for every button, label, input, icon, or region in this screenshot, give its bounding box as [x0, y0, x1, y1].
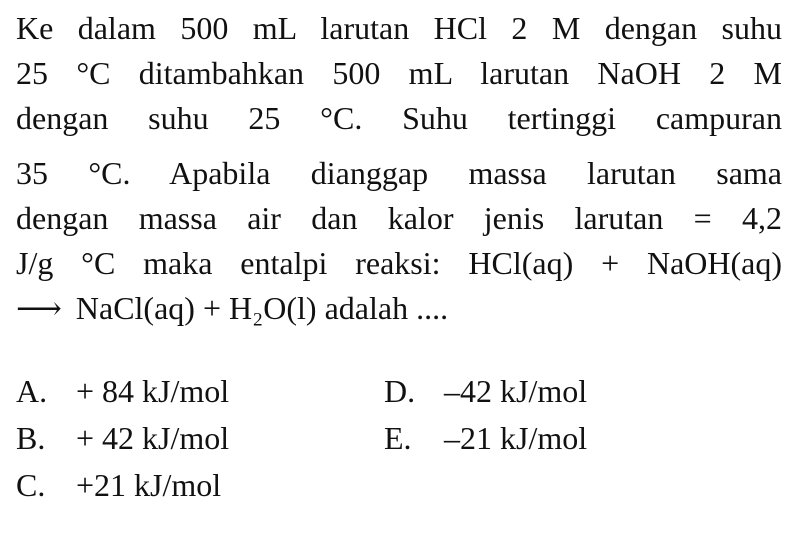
option-a[interactable] [16, 368, 229, 415]
question-text [16, 6, 782, 331]
option-text: + 42 kJ/mol [76, 420, 230, 456]
option-text: –21 kJ/mol [444, 420, 588, 456]
question-line-2: 25 °C ditambahkan 500 mL larutan NaOH 2 M [16, 55, 782, 91]
option-text: +21 kJ/mol [76, 467, 222, 503]
option-e[interactable] [384, 415, 587, 462]
option-letter: C. [16, 467, 46, 503]
option-letter: A. [16, 373, 48, 409]
options-row-3 [16, 462, 782, 509]
question-line-7-text: NaCl(aq) + H₂O(l) adalah .... [75, 290, 449, 326]
options-row-1 [16, 368, 782, 415]
option-letter: E. [384, 420, 412, 456]
option-letter: D. [384, 373, 416, 409]
option-d[interactable] [384, 368, 587, 415]
question-line-5: dengan massa air dan kalor jenis larutan = 4,2 [16, 200, 782, 236]
answer-options [16, 368, 782, 509]
question-line-7 [16, 286, 782, 331]
option-text: –42 kJ/mol [444, 373, 588, 409]
option-letter: B. [16, 420, 46, 456]
question-line-4: 35 °C. Apabila dianggap massa larutan sama [16, 155, 782, 191]
option-text: + 84 kJ/mol [76, 373, 230, 409]
options-row-2 [16, 415, 782, 462]
option-b[interactable] [16, 415, 229, 462]
question-line-3: dengan suhu 25 °C. Suhu tertinggi campuran [16, 100, 782, 136]
question-line-6: J/g °C maka entalpi reaksi: HCl(aq) + NaOH(aq) [16, 245, 782, 281]
option-c[interactable] [16, 462, 221, 509]
question-line-1: Ke dalam 500 mL larutan HCl 2 M dengan suhu [16, 10, 782, 46]
reaction-arrow-icon: ⟶ [16, 290, 62, 326]
